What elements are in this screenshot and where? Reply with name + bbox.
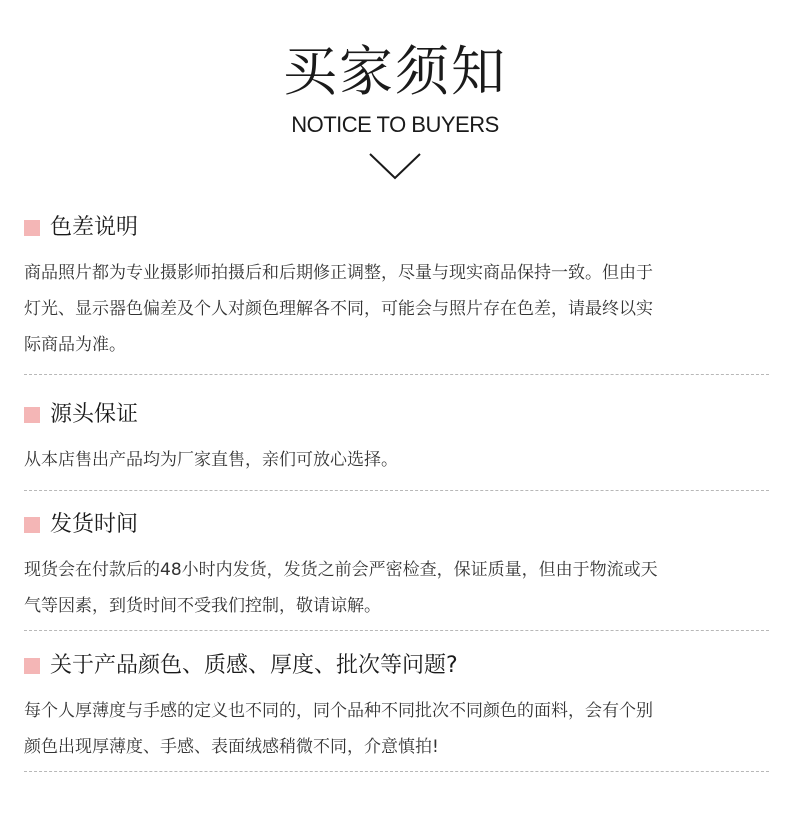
section-source-guarantee — [24, 400, 769, 478]
divider — [24, 630, 769, 631]
section-title: 发货时间 — [50, 512, 139, 537]
section-body — [24, 442, 769, 478]
section-title: 源头保证 — [50, 402, 139, 427]
body-line: 气等因素，到货时间不受我们控制，敬请谅解。 — [24, 596, 381, 616]
square-bullet-icon — [24, 658, 40, 674]
chevron-down-icon — [368, 152, 422, 180]
section-body — [24, 255, 769, 363]
section-color-difference — [24, 213, 769, 363]
section-title: 关于产品颜色、质感、厚度、批次等问题? — [50, 653, 458, 678]
section-product-questions — [24, 651, 769, 765]
divider — [24, 374, 769, 375]
body-line: 际商品为准。 — [24, 335, 126, 355]
section-heading — [24, 400, 769, 430]
section-heading — [24, 213, 769, 243]
section-heading — [24, 651, 769, 681]
section-body — [24, 693, 769, 765]
body-line: 灯光、显示器色偏差及个人对颜色理解各不同，可能会与照片存在色差，请最终以实 — [24, 299, 653, 319]
square-bullet-icon — [24, 517, 40, 533]
body-line: 从本店售出产品均为厂家直售，亲们可放心选择。 — [24, 450, 398, 470]
page-title: 买家须知 — [283, 40, 507, 103]
page-subtitle: NOTICE TO BUYERS — [291, 112, 499, 137]
section-body — [24, 552, 769, 624]
square-bullet-icon — [24, 407, 40, 423]
section-heading — [24, 510, 769, 540]
body-line: 现货会在付款后的48小时内发货，发货之前会严密检查，保证质量，但由于物流或天 — [24, 560, 658, 580]
body-line: 每个人厚薄度与手感的定义也不同的，同个品种不同批次不同颜色的面料，会有个别 — [24, 701, 653, 721]
divider — [24, 490, 769, 491]
body-line: 颜色出现厚薄度、手感、表面绒感稍微不同，介意慎拍! — [24, 737, 439, 757]
divider — [24, 771, 769, 772]
square-bullet-icon — [24, 220, 40, 236]
page-header — [0, 40, 790, 180]
section-shipping-time — [24, 510, 769, 624]
section-title: 色差说明 — [50, 215, 139, 240]
body-line: 商品照片都为专业摄影师拍摄后和后期修正调整，尽量与现实商品保持一致。但由于 — [24, 263, 653, 283]
